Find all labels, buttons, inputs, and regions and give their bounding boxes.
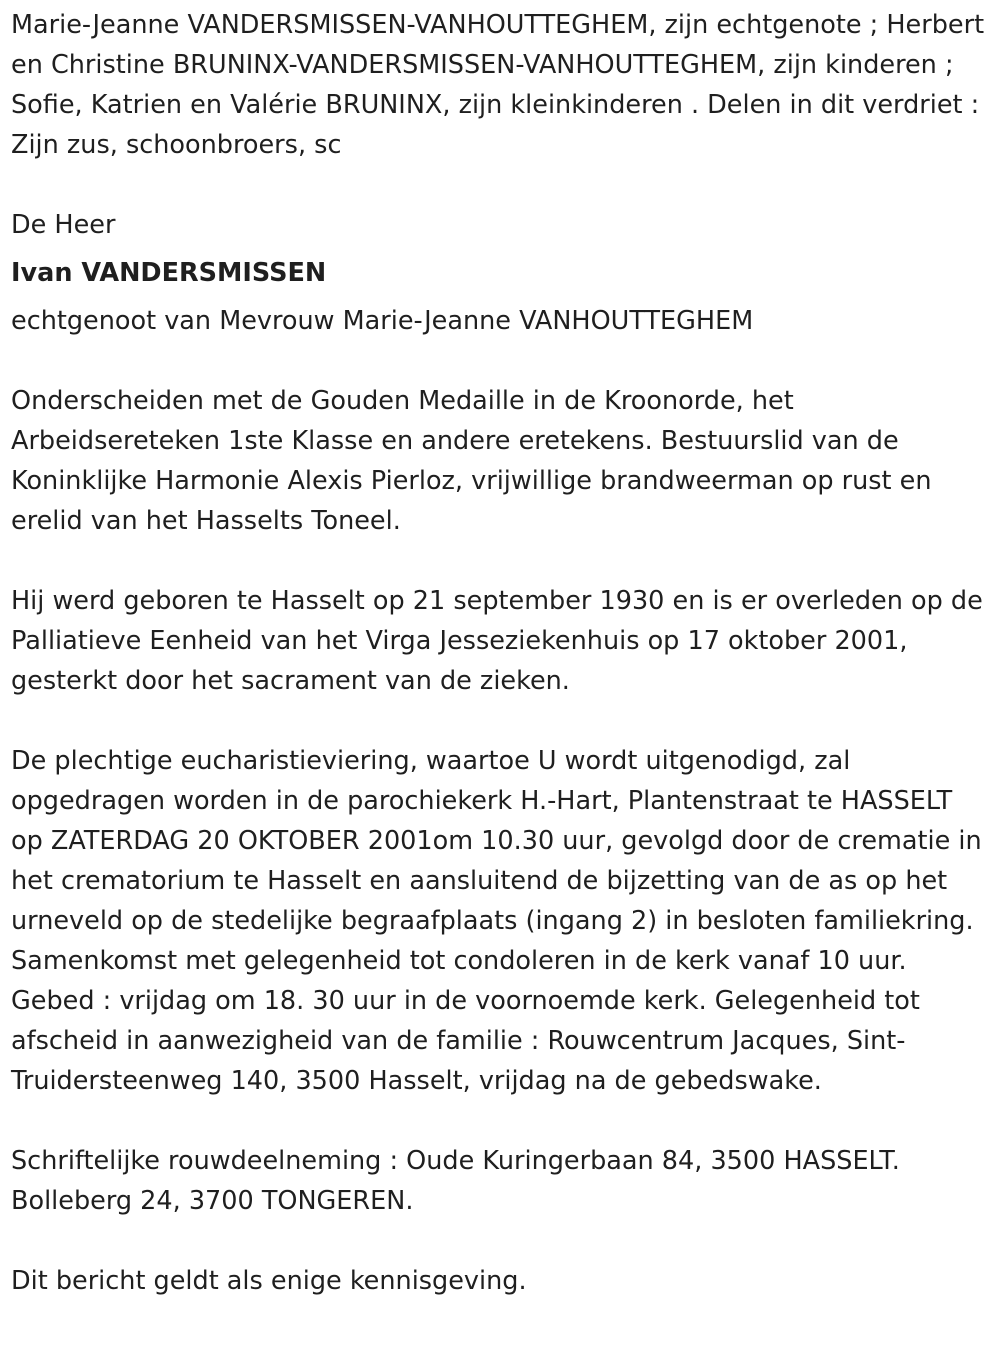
honours-paragraph: Onderscheiden met de Gouden Medaille in de Kroonorde, het Arbeidsereteken 1ste Klasse en andere eretekens. Bestuurslid van de Koninklijke Harmonie Alexis Pierloz, vrijwillige brandweerman op rust en erelid van het Hasselts Toneel.: [11, 386, 932, 536]
condolence-address-1: Schriftelijke rouwdeelneming : Oude Kuringerbaan 84, 3500 HASSELT.: [11, 1146, 900, 1176]
spacer: [11, 165, 988, 205]
closing-notice: Dit bericht geldt als enige kennisgeving.: [11, 1266, 527, 1296]
salutation: De Heer: [11, 210, 116, 240]
birth-death-paragraph: Hij werd geboren te Hasselt op 21 september 1930 en is er overleden op de Palliatieve Eenheid van het Virga Jesseziekenhuis op 17 oktober 2001, gesterkt door het sacrament van de zieken.: [11, 586, 983, 696]
condolence-address-2: Bolleberg 24, 3700 TONGEREN.: [11, 1186, 414, 1216]
spacer: [11, 1221, 988, 1261]
deceased-name: Ivan VANDERSMISSEN: [11, 258, 327, 288]
ceremony-paragraph: De plechtige eucharistieviering, waartoe U wordt uitgenodigd, zal opgedragen worden in de parochiekerk H.-Hart, Plantenstraat te HASSELT op ZATERDAG 20 OKTOBER 2001om 10.30 uur, gevolgd door de crematie in het crematorium te Hasselt en aansluitend de bijzetting van de as op het urneveld op de stedelijke begraafplaats (ingang 2) in besloten familiekring. Samenkomst met gelegenheid tot condoleren in de kerk vanaf 10 uur. Gebed : vrijdag om 18. 30 uur in de voornoemde kerk. Gelegenheid tot afscheid in aanwezigheid van de familie : Rouwcentrum Jacques, Sint-Truidersteenweg 140, 3500 Hasselt, vrijdag na de gebedswake.: [11, 746, 982, 1096]
spacer: [11, 341, 988, 381]
spacer: [11, 541, 988, 581]
spacer: [11, 701, 988, 741]
family-intro-paragraph: Marie-Jeanne VANDERSMISSEN-VANHOUTTEGHEM, zijn echtgenote ; Herbert en Christine BRUNINX-VANDERSMISSEN-VANHOUTTEGHEM, zijn kinderen ; Sofie, Katrien en Valérie BRUNINX, zijn kleinkinderen . Delen in dit verdriet : Zijn zus, schoonbroers, sc: [11, 10, 985, 160]
spouse-line: echtgenoot van Mevrouw Marie-Jeanne VANHOUTTEGHEM: [11, 306, 754, 336]
spacer: [11, 1101, 988, 1141]
